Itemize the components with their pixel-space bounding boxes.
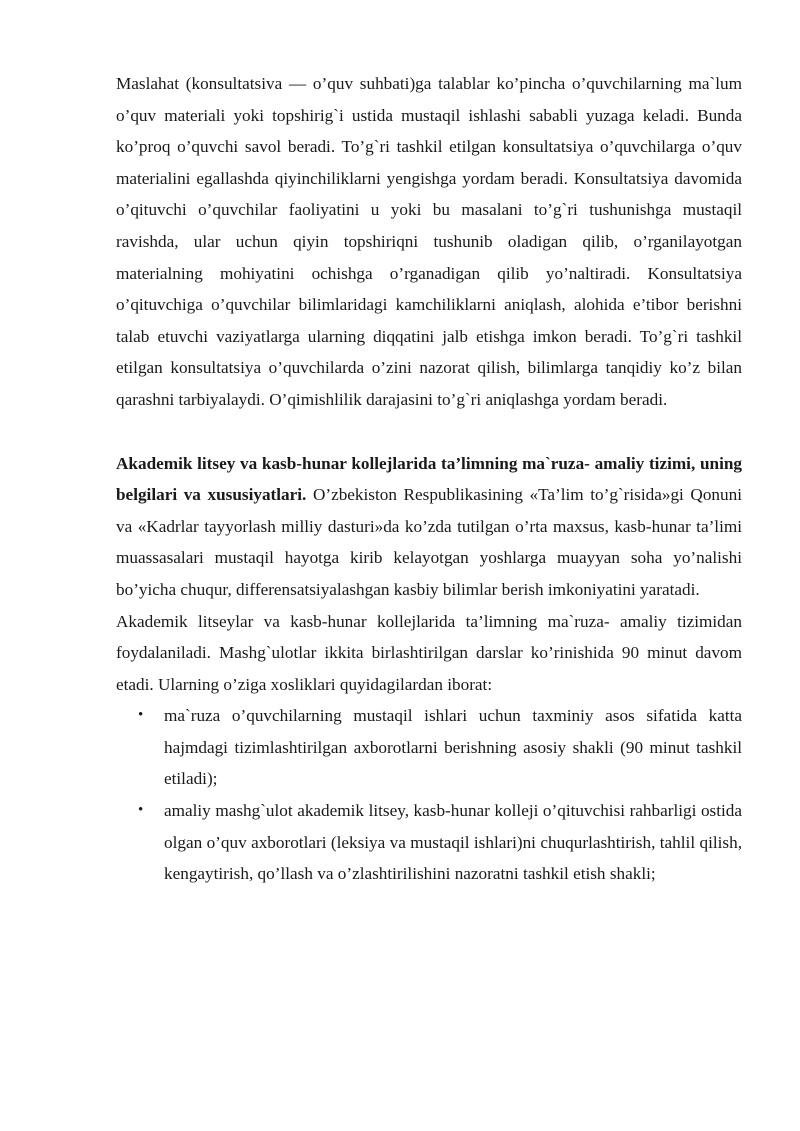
- list-item-text: amaliy mashg`ulot akademik litsey, kasb-hunar kolleji o’qituvchisi rahbarligi ostida olgan o’quv axborotlari (leksiya va mustaqil ishlari)ni chuqurlashtirish, tahlil qilish, kengaytirish, qo’llash va o’zlashtirilishini nazoratni tashkil etish shakli;: [164, 801, 742, 884]
- list-item: [116, 700, 742, 795]
- list-item: [116, 795, 742, 890]
- list-item-text: ma`ruza o’quvchilarning mustaqil ishlari uchun taxminiy asos sifatida katta hajmdagi tizimlashtirilgan axborotlarni berishning asosiy shakli (90 minut tashkil etiladi);: [164, 706, 742, 789]
- section-heading: Akademik litsey va kasb-hunar kollejlarida ta’limning ma`ruza- amaliy tizimi, uning belgilari va xususiyatlari.: [116, 453, 742, 505]
- paragraph-lecture-system: [116, 448, 742, 606]
- bullet-icon: •: [138, 802, 144, 819]
- paragraph-consultation: Maslahat (konsultatsiva — o’quv suhbati)ga talablar ko’pincha o’quvchilarning ma`lum o’quv materiali yoki topshirig`i ustida mustaqil ishlashi sababli yuzaga keladi. Bunda ko’proq o’quvchi savol beradi. To’g`ri tashkil etilgan konsultatsiya o’quvchilarga o’quv materialini egallashda qiyinchiliklarni yengishga yordam beradi. Konsultatsiya davomida o’qituvchi o’quvchilar faoliyatini u yoki bu masalani to’g`ri tushunishga mustaqil ravishda, ular uchun qiyin topshiriqni tushunib oladigan qilib, o’rganilayotgan materialning mohiyatini ochishga o’rganadigan qilib yo’naltiradi. Konsultatsiya o’qituvchiga o’quvchilar bilimlaridagi kamchiliklarni aniqlash, alohida e’tibor berishni talab etuvchi vaziyatlarga ularning diqqatini jalb etishga imkon beradi. To’g`ri tashkil etilgan konsultatsiya o’quvchilarda o’zini nazorat qilish, bilimlarga tanqidiy ko’z bilan qarashni tarbiyalaydi. O’qimishlilik darajasini to’g`ri aniqlashga yordam beradi.: [116, 74, 742, 409]
- features-list: [116, 700, 742, 890]
- paragraph-gap: [116, 416, 742, 448]
- bullet-icon: •: [138, 707, 144, 724]
- paragraph-lecture-practice: Akademik litseylar va kasb-hunar kollejlarida ta’limning ma`ruza- amaliy tizimidan foydalaniladi. Mashg`ulotlar ikkita birlashtirilgan darslar ko’rinishida 90 minut davom etadi. Ularning o’ziga xosliklari quyidagilardan iborat:: [116, 611, 742, 694]
- section-heading-body: O’zbekiston Respublikasining «Ta’lim to’g`risida»gi Qonuni va «Kadrlar tayyorlash milliy dasturi»da ko’zda tutilgan o’rta maxsus, kasb-hunar ta’limi muassasalari mustaqil hayotga kirib kelayotgan yoshlarga muayyan soha yo’nalishi bo’yicha chuqur, differensatsiyalashgan kasbiy bilimlar berish imkoniyatini yaratadi.: [116, 485, 742, 599]
